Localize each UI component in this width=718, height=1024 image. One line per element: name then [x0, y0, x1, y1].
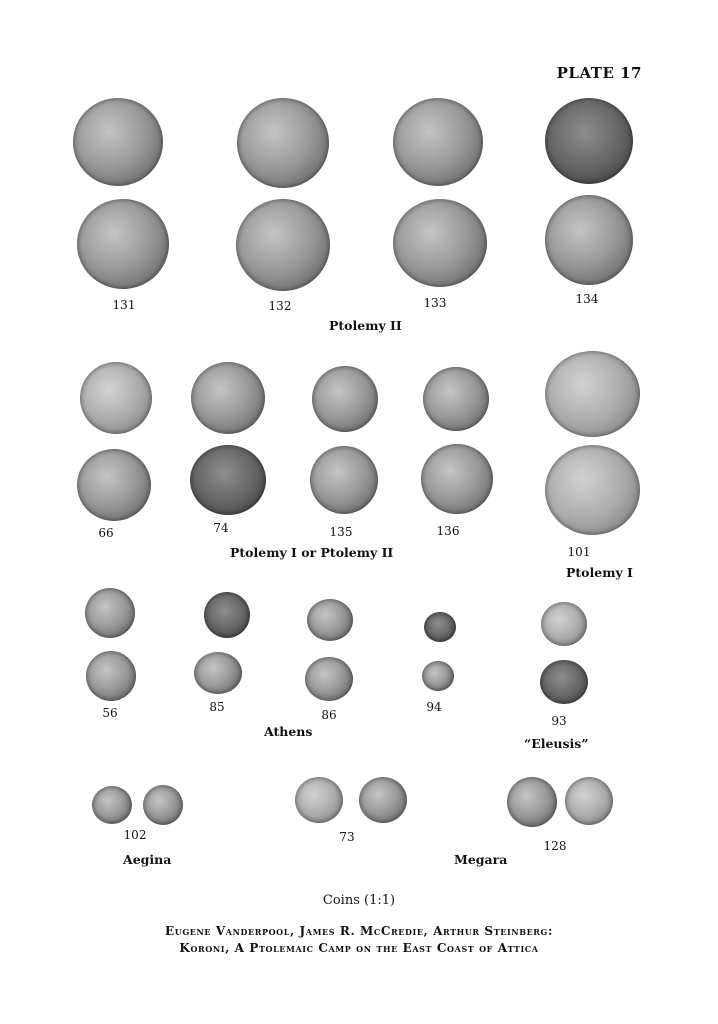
- coin-132-reverse: [236, 199, 330, 291]
- coin-101-reverse: [545, 445, 640, 535]
- group-label-ptolemy-ii: Ptolemy II: [329, 318, 402, 333]
- group-label-aegina: Aegina: [123, 852, 172, 867]
- plate-label: PLATE 17: [556, 64, 642, 82]
- group-label-ptolemy-i-or-ii: Ptolemy I or Ptolemy II: [230, 545, 394, 560]
- coin-number-66: 66: [98, 526, 114, 540]
- coin-number-93: 93: [551, 714, 567, 728]
- coin-number-101: 101: [567, 545, 591, 559]
- coin-56-reverse: [86, 651, 136, 701]
- coin-101-obverse: [545, 351, 640, 437]
- coin-number-133: 133: [423, 296, 447, 310]
- coin-131-reverse: [77, 199, 169, 289]
- coin-94-reverse: [422, 661, 454, 691]
- coin-102-obverse: [92, 786, 132, 824]
- coin-93-obverse: [541, 602, 587, 646]
- coin-102-reverse: [143, 785, 183, 825]
- coin-134-obverse: [545, 98, 633, 184]
- coin-number-128: 128: [543, 839, 567, 853]
- coin-85-reverse: [194, 652, 242, 694]
- plate-caption: Coins (1:1): [322, 893, 396, 908]
- coin-128-reverse: [565, 777, 613, 825]
- coin-85-obverse: [204, 592, 250, 638]
- coin-86-obverse: [307, 599, 353, 641]
- coin-74-obverse: [191, 362, 265, 434]
- coin-74-reverse: [190, 445, 266, 515]
- coin-number-73: 73: [339, 830, 355, 844]
- coin-93-reverse: [540, 660, 588, 704]
- group-label-athens: Athens: [264, 724, 313, 739]
- coin-73-obverse: [295, 777, 343, 823]
- coin-133-obverse: [393, 98, 483, 186]
- coin-number-134: 134: [575, 292, 599, 306]
- coin-number-85: 85: [209, 700, 225, 714]
- coin-number-136: 136: [436, 524, 460, 538]
- coin-133-reverse: [393, 199, 487, 287]
- coin-135-obverse: [312, 366, 378, 432]
- coin-number-86: 86: [321, 708, 337, 722]
- article-title-line: Koroni, A Ptolemaic Camp on the East Coast of Attica: [179, 941, 539, 955]
- coin-number-102: 102: [123, 828, 147, 842]
- coin-66-obverse: [80, 362, 152, 434]
- coin-136-obverse: [423, 367, 489, 431]
- coin-94-obverse: [424, 612, 456, 642]
- coin-86-reverse: [305, 657, 353, 701]
- coin-131-obverse: [73, 98, 163, 186]
- coin-128-obverse: [507, 777, 557, 827]
- coin-66-reverse: [77, 449, 151, 521]
- coin-132-obverse: [237, 98, 329, 188]
- coin-number-132: 132: [268, 299, 292, 313]
- coin-73-reverse: [359, 777, 407, 823]
- coin-number-135: 135: [329, 525, 353, 539]
- coin-number-94: 94: [426, 700, 442, 714]
- group-label-eleusis: “Eleusis”: [524, 736, 589, 751]
- coin-134-reverse: [545, 195, 633, 285]
- group-label-ptolemy-i: Ptolemy I: [566, 565, 633, 580]
- coin-56-obverse: [85, 588, 135, 638]
- coin-135-reverse: [310, 446, 378, 514]
- authors-line: Eugene Vanderpool, James R. McCredie, Arthur Steinberg:: [165, 924, 553, 938]
- group-label-megara: Megara: [454, 852, 508, 867]
- coin-136-reverse: [421, 444, 493, 514]
- coin-number-56: 56: [102, 706, 118, 720]
- coin-number-74: 74: [213, 521, 229, 535]
- coin-number-131: 131: [112, 298, 136, 312]
